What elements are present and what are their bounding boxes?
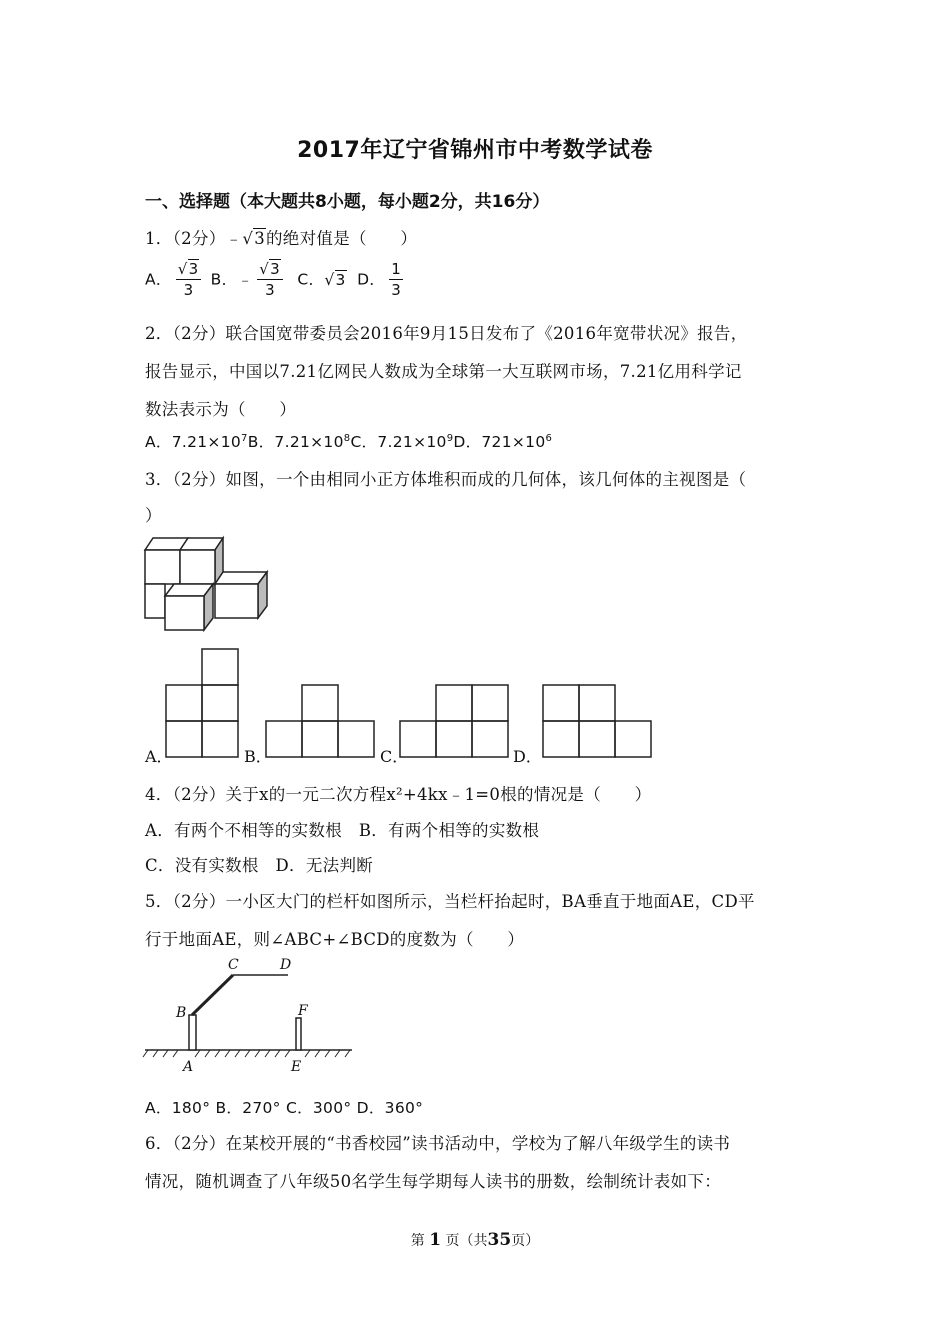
q1-option-a-fraction: $\frac{√3}{3}$ [176,262,202,298]
q2-option-c: C．7.21×10 [350,433,447,451]
q2-options [145,430,552,452]
q1-sqrt: √3 [242,229,265,248]
q6-line-2: 情况，随机调查了八年级50名学生每学期每人读书的册数，绘制统计表如下： [145,1172,721,1191]
q2-b-exp: 8 [343,432,351,444]
q4-stem: 4．（2分）关于x的一元二次方程x²+4kx﹣1=0根的情况是（ ） [145,785,652,804]
q1-b-den: 3 [265,281,275,299]
q2-a-exp: 7 [241,432,248,444]
q3-option-c-figure [398,684,510,758]
q1-option-b-fraction: $\frac{√3}{3}$ [257,262,283,298]
q3-cube-figure [140,534,275,634]
footer-page-number: 1 [429,1230,442,1250]
q1-option-d-fraction [389,262,403,298]
q3-option-a-figure [164,648,240,758]
footer-total-pages: 35 [487,1230,512,1250]
q5-label-b: B [176,1005,187,1021]
question-1-options [145,262,407,298]
q5-label-f: F [298,1003,308,1019]
q1-d-den: 3 [391,281,402,299]
q1-option-c-label: C． [297,270,325,289]
q2-option-d: D．721×10 [453,433,546,451]
q1-stem-prefix: 1．（2分）﹣ [145,229,243,248]
q5-line-2: 行于地面AE，则∠ABC+∠BCD的度数为（ ） [145,930,525,949]
footer-pre: 第 [410,1233,425,1249]
q3-option-b-figure [264,684,376,758]
q1-radicand: 3 [254,229,265,248]
footer-post: 页） [511,1233,540,1249]
page-title: 2017年辽宁省锦州市中考数学试卷 [297,138,653,163]
q4-options-ab: A．有两个不相等的实数根 B．有两个相等的实数根 [145,821,540,840]
page-footer [0,1230,950,1250]
q2-option-b: B．7.21×10 [247,433,344,451]
q1-option-d-label: D． [357,270,386,289]
q3-option-d-figure [541,684,653,758]
q3-line-1: 3．（2分）如图，一个由相同小正方体堆积而成的几何体，该几何体的主视图是（ [145,470,747,489]
section-heading: 一、选择题（本大题共8小题，每小题2分，共16分） [145,192,550,212]
q5-options: A．180° B．270° C．300° D．360° [145,1099,424,1117]
q3-option-b-label: B． [244,747,272,766]
q6-line-1: 6．（2分）在某校开展的“书香校园”读书活动中，学校为了解八年级学生的读书 [145,1134,731,1153]
q1-a-num: 3 [188,260,199,278]
q5-line-1: 5．（2分）一小区大门的栏杆如图所示，当栏杆抬起时，BA垂直于地面AE，CD平 [145,892,755,911]
q1-option-c-sqrt: √3 [324,270,346,289]
q5-label-a: A [183,1059,194,1075]
q3-line-2: ） [145,506,162,525]
q2-line-2: 报告显示，中国以7.21亿网民人数成为全球第一大互联网市场，7.21亿用科学记 [145,362,742,381]
q5-label-e: E [291,1059,302,1075]
q1-d-num: 1 [391,260,402,278]
question-1-stem [145,225,417,249]
q1-c-rad: 3 [335,270,346,289]
q2-d-exp: 6 [545,432,553,444]
q3-option-d-label: D． [513,747,542,766]
q2-line-1: 2．（2分）联合国宽带委员会2016年9月15日发布了《2016年宽带状况》报告， [145,324,748,343]
q5-label-d: D [280,957,292,973]
q2-c-exp: 9 [446,432,454,444]
q2-option-a: A．7.21×10 [145,433,242,451]
q5-gate-figure [140,955,360,1080]
q1-b-num: 3 [270,260,280,278]
footer-mid: 页（共 [445,1233,488,1249]
q5-label-c: C [228,957,239,973]
q2-line-3: 数法表示为（ ） [145,400,297,419]
q1-a-den: 3 [183,281,194,299]
q3-option-c-label: C． [380,747,409,766]
q4-options-cd: C．没有实数根 D．无法判断 [145,856,374,875]
q1-option-a-label: A． [145,270,172,289]
q3-option-a-label: A． [145,747,173,766]
q1-option-b-label: B．﹣ [210,270,254,289]
q1-stem-suffix: 的绝对值是（ ） [266,229,418,248]
